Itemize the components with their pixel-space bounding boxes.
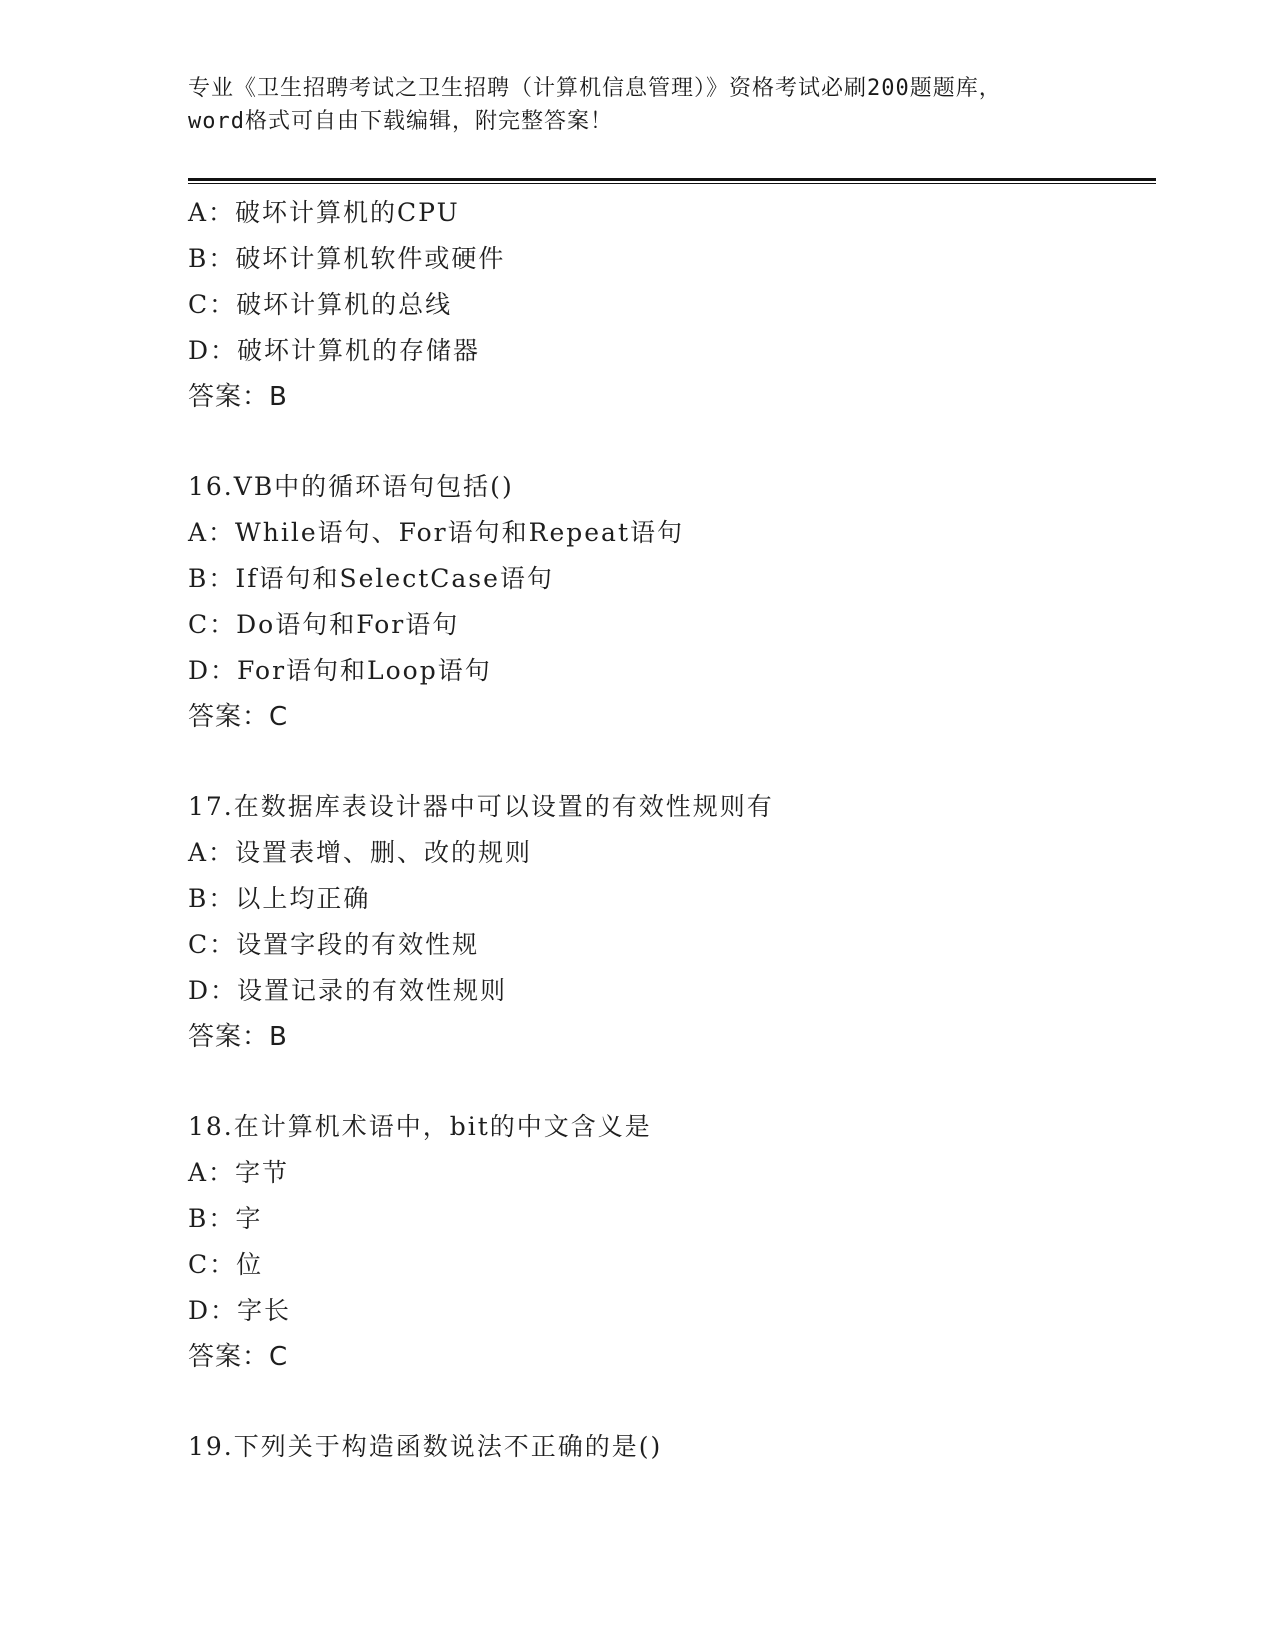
option-d: D：设置记录的有效性规则 (188, 976, 508, 1005)
question-18 (188, 1104, 1148, 1380)
question-15-continued (188, 190, 1148, 420)
question-17 (188, 784, 1148, 1060)
question-stem: 19.下列关于构造函数说法不正确的是() (188, 1432, 663, 1461)
option-d: D：For语句和Loop语句 (188, 656, 492, 685)
option-a: A：破坏计算机的CPU (188, 198, 460, 227)
option-a: A：设置表增、删、改的规则 (188, 838, 533, 867)
answer-line: 答案：B (188, 382, 288, 412)
option-b: B：以上均正确 (188, 884, 371, 913)
document-header (188, 72, 1088, 138)
option-b: B：破坏计算机软件或硬件 (188, 244, 506, 273)
question-stem: 16.VB中的循环语句包括() (188, 472, 514, 501)
document-body (188, 190, 1148, 1470)
spacer (188, 420, 1148, 464)
option-b: B：If语句和SelectCase语句 (188, 564, 554, 593)
header-line-2: word格式可自由下载编辑，附完整答案！ (188, 109, 613, 134)
spacer (188, 740, 1148, 784)
question-stem: 18.在计算机术语中，bit的中文含义是 (188, 1112, 652, 1141)
option-c: C：位 (188, 1250, 264, 1279)
question-16 (188, 464, 1148, 740)
option-c: C：Do语句和For语句 (188, 610, 460, 639)
option-a: A：While语句、For语句和Repeat语句 (188, 518, 684, 547)
answer-line: 答案：C (188, 702, 289, 732)
option-d: D：字长 (188, 1296, 292, 1325)
spacer (188, 1380, 1148, 1424)
option-d: D：破坏计算机的存储器 (188, 336, 481, 365)
option-b: B：字 (188, 1204, 263, 1233)
question-19 (188, 1424, 1148, 1470)
option-c: C：设置字段的有效性规 (188, 930, 480, 959)
header-divider-thin (188, 183, 1156, 184)
spacer (188, 1060, 1148, 1104)
header-line-1: 专业《卫生招聘考试之卫生招聘（计算机信息管理）》资格考试必刷200题题库， (188, 76, 1002, 101)
question-stem: 17.在数据库表设计器中可以设置的有效性规则有 (188, 792, 774, 821)
header-divider-thick (188, 178, 1156, 181)
option-c: C：破坏计算机的总线 (188, 290, 453, 319)
answer-line: 答案：B (188, 1022, 288, 1052)
option-a: A：字节 (188, 1158, 290, 1187)
answer-line: 答案：C (188, 1342, 289, 1372)
